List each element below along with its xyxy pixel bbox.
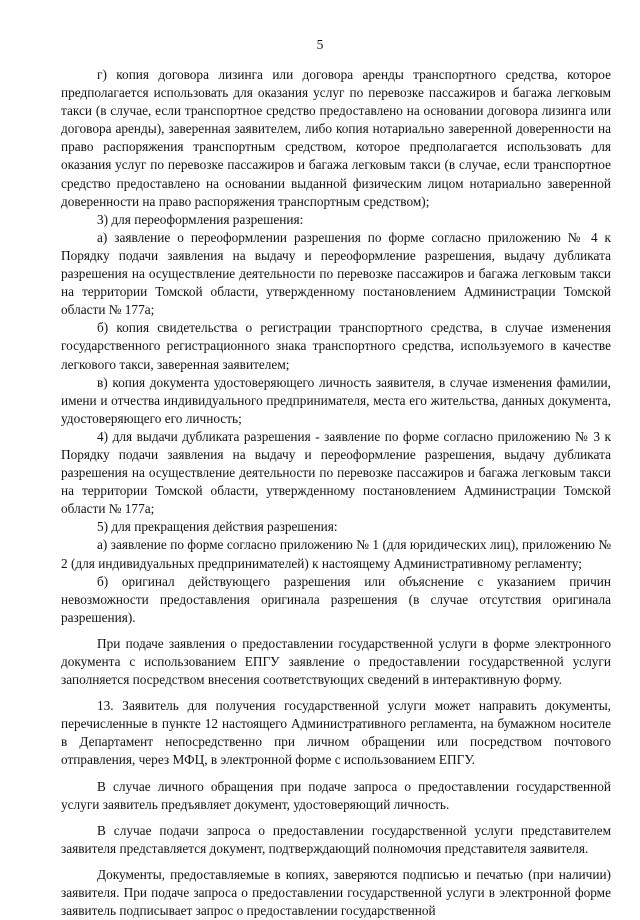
paragraph-representative: В случае подачи запроса о предоставлении государственной услуги представителем заявителя представляется документ, подтверждающий полномочия представителя заявителя. (61, 822, 611, 856)
document-body (61, 66, 611, 920)
paragraph-personal-appeal: В случае личного обращения при подаче запроса о предоставлении государственной услуги заявитель предъявляет документ, удостоверяющий личность. (61, 778, 611, 812)
paragraph-copies-certification: Документы, предоставляемые в копиях, заверяются подписью и печатью (при наличии) заявителя. При подаче запроса о предоставлении государственной услуги в электронной форме заявитель подписывает запрос о предоставлении государственной (61, 866, 611, 919)
paragraph-lease-contract-copy: г) копия договора лизинга или договора аренды транспортного средства, которое предполагается использовать для оказания услуг по перевозке пассажиров и багажа легковым такси (в случае, если транспортное средство предоставлено на основании договора лизинга или договора аренды), заверенная заявителем, либо копия нотариально заверенной доверенности на право распоряжения транспортным средством, которое предполагается использовать для оказания услуг по перевозке пассажиров и багажа легковым такси (в случае, если транспортное средство предоставлено на основании выданной физическим лицом нотариально заверенной доверенности на право распоряжения транспортным средством); (61, 67, 611, 209)
paragraph-termination-heading: 5) для прекращения действия разрешения: (97, 519, 338, 535)
paragraph-reissue-application: а) заявление о переоформлении разрешения по форме согласно приложению № 4 к Порядку подачи заявления на выдачу и переоформление разрешения, выдачу дубликата разрешения на осуществление деятельности по перевозке пассажиров и багажа легковым такси на территории Томской области, утвержденному постановлением Администрации Томской области № 177а; (61, 229, 611, 318)
paragraph-section-13: 13. Заявитель для получения государственной услуги может направить документы, перечисленные в пункте 12 настоящего Административного регламента, на бумажном носителе в Департамент непосредственно при личном обращении или посредством почтового отправления, через МФЦ, в электронной форме с использованием ЕПГУ. (61, 698, 611, 768)
paragraph-termination-application: а) заявление по форме согласно приложению № 1 (для юридических лиц), приложению № 2 (для индивидуальных предпринимателей) к настоящему Административному регламенту; (61, 537, 611, 571)
paragraph-reissue-heading: 3) для переоформления разрешения: (97, 211, 304, 227)
paragraph-identity-document-copy: в) копия документа удостоверяющего личность заявителя, в случае изменения фамилии, имени и отчества индивидуального предпринимателя, места его жительства, данных документа, удостоверяющего его личность; (61, 374, 611, 426)
paragraph-epgu-application: При подаче заявления о предоставлении государственной услуги в форме электронного документа с использованием ЕПГУ заявление о предоставлении государственной услуги заполняется посредством внесения соответствующих сведений в интерактивную форму. (61, 635, 611, 688)
paragraph-duplicate-issue: 4) для выдачи дубликата разрешения - заявление по форме согласно приложению № 3 к Порядку подачи заявления на выдачу и переоформление разрешения, выдачу дубликата разрешения на осуществление деятельности по перевозке пассажиров и багажа легковым такси на территории Томской области, утвержденному постановлением Администрации Томской области № 177а; (61, 428, 611, 517)
paragraph-original-permit: б) оригинал действующего разрешения или объяснение с указанием причин невозможности предоставления оригинала разрешения (в случае отсутствия оригинала разрешения). (61, 573, 611, 625)
paragraph-registration-certificate-copy: б) копия свидетельства о регистрации транспортного средства, в случае изменения государственного регистрационного знака транспортного средства, используемого в качестве легкового такси, заверенная заявителем; (61, 320, 611, 372)
page-number: 5 (316, 37, 324, 52)
